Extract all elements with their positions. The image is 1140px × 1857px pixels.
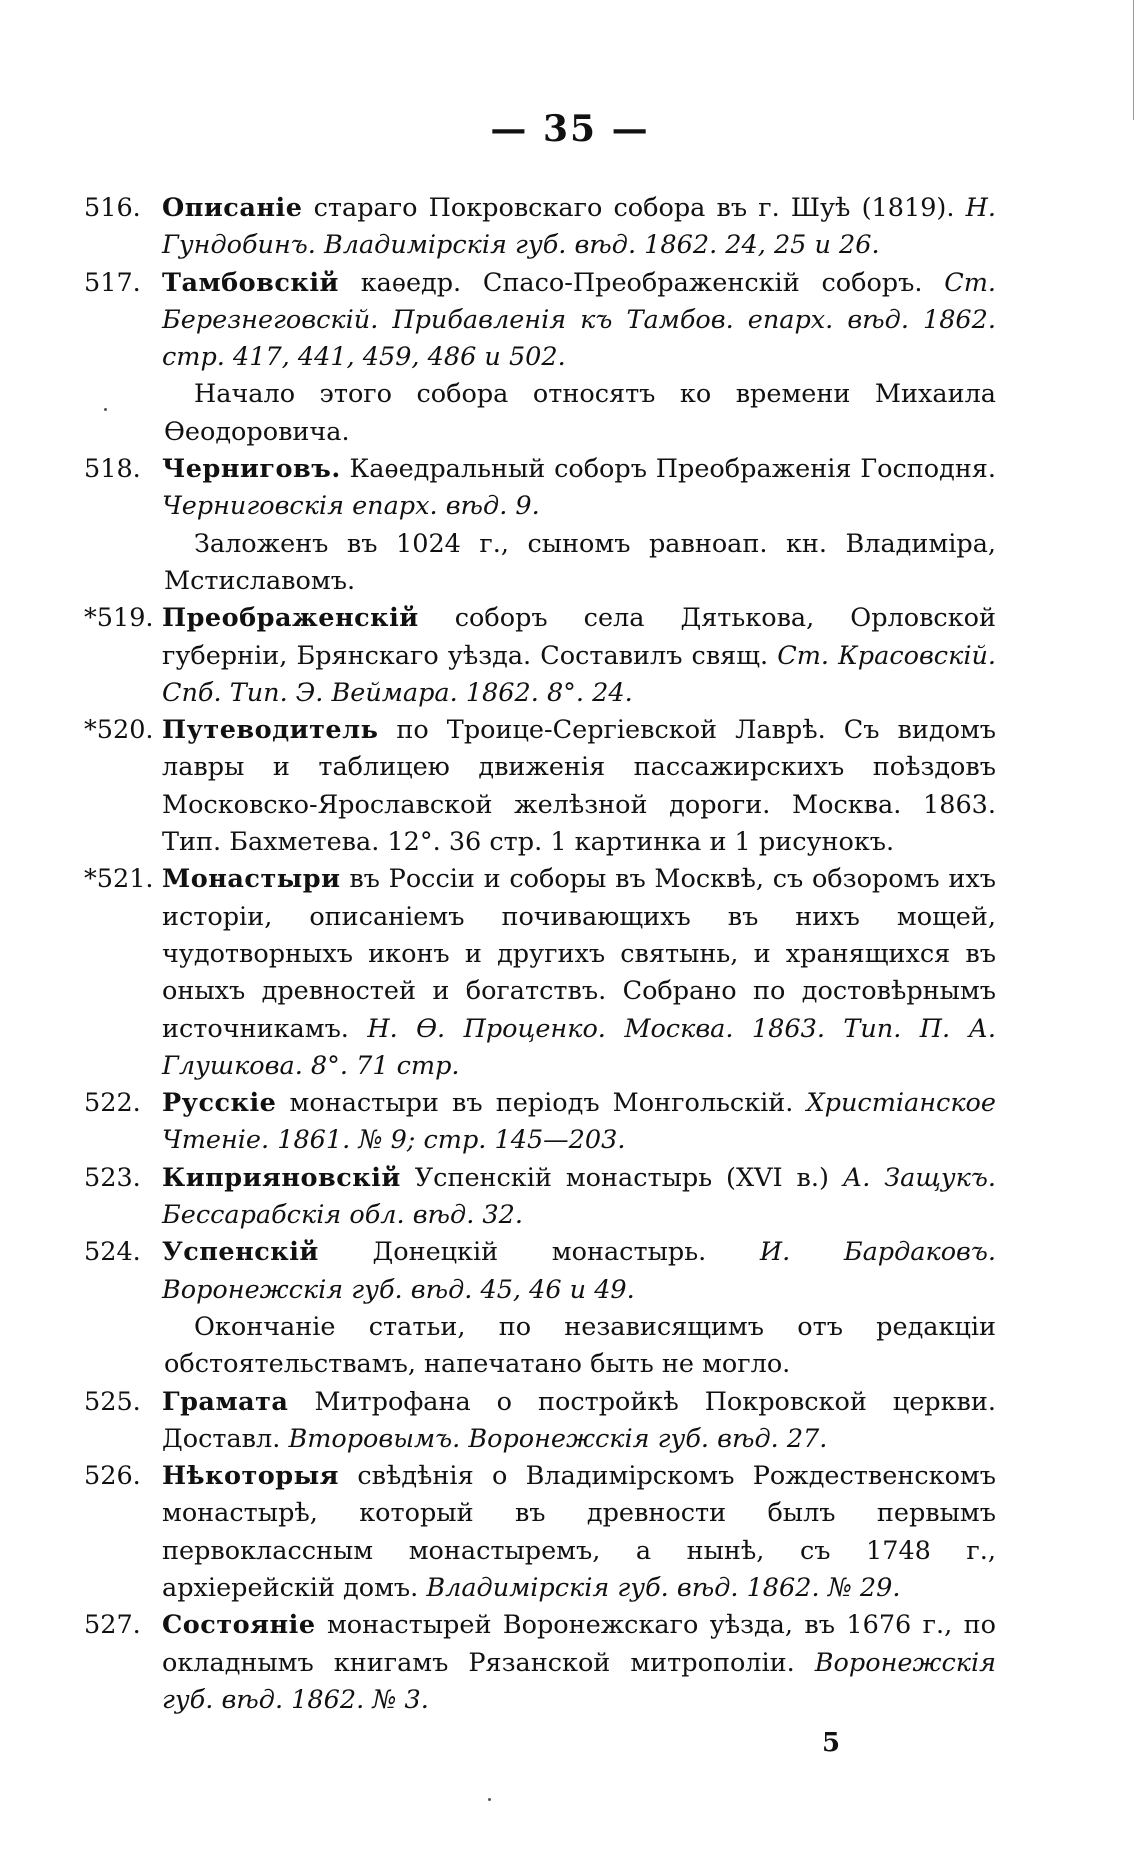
bibliography-list — [84, 190, 996, 1719]
printer-signature: 5 — [822, 1728, 841, 1758]
note-text: Окончаніе статьи, по независящимъ отъ редакціи обстоятельствамъ, напечатано быть не могло. — [164, 1311, 996, 1380]
entry-number: *521. — [84, 864, 154, 895]
entry-number: *520. — [84, 715, 154, 746]
entry-number: 523. — [84, 1162, 141, 1193]
page-number: — 35 — — [490, 108, 650, 150]
entry-526 — [84, 1458, 996, 1607]
entry-source: Ст. Березнеговскій. Прибавленія къ Тамбов. епарх. вѣд. 1862. стр. 417, 441, 459, 486 и 502. — [162, 267, 997, 373]
entry-heading: Грамата — [162, 1386, 289, 1417]
entry-number: 518. — [84, 454, 141, 485]
entry-source: Н. Ѳ. Проценко. Москва. 1863. Тип. П. А. Глушкова. 8°. 71 стр. — [162, 1013, 996, 1081]
entry-source: А. Защукъ. Бессарабскія обл. вѣд. 32. — [162, 1162, 996, 1231]
entry-text: каѳедр. Спасо-Преображенскій соборъ. — [360, 267, 923, 298]
entry-text: стараго Покровскаго собора въ г. Шуѣ (1819). — [313, 193, 955, 223]
entry-heading: Состояніе — [162, 1610, 316, 1641]
entry-heading: Киприяновскій — [162, 1162, 401, 1193]
entry-heading: Русскіе — [162, 1088, 277, 1119]
entry-text: соборъ села Дятькова, Орловской губерніи, Брянскаго уѣзда. Составилъ свящ. — [162, 603, 996, 671]
entry-source: Христіанское Чтеніе. 1861. № 9; стр. 145—203. — [162, 1088, 997, 1156]
entry-number: 525. — [84, 1386, 141, 1417]
entry-note — [84, 376, 996, 451]
entry-text: Донецкій монастырь. — [372, 1237, 707, 1268]
entry-518 — [84, 451, 996, 526]
entry-519 — [84, 600, 996, 712]
entry-number: 526. — [84, 1461, 141, 1492]
entry-number: 516. — [84, 193, 141, 223]
entry-527 — [84, 1607, 996, 1719]
entry-text: свѣдѣнія о Владимірскомъ Рождественскомъ монастырѣ, который въ древности былъ первымъ первоклассным монастыремъ, а нынѣ, съ 1748 г., архіерейскій домъ. — [162, 1461, 996, 1603]
entry-text: по Троице-Сергіевской Лаврѣ. Съ видомъ лавры и таблицею движенія пассажирскихъ поѣздовъ Московско-Ярославской желѣзной дороги. Москва. 1863. Тип. Бахметева. 12°. 36 стр. 1 картинка и 1 рисунокъ. — [162, 715, 997, 858]
entry-521 — [84, 861, 996, 1085]
entry-number: *519. — [84, 603, 154, 634]
entry-text: въ Россіи и соборы въ Москвѣ, съ обзоромъ ихъ исторіи, описаніемъ почивающихъ въ нихъ мощей, чудотворныхъ иконъ и другихъ святынь, и хранящихся въ оныхъ древностей и богатствъ. Собрано по достовѣрнымъ источникамъ. — [162, 864, 997, 1044]
entry-number: 517. — [84, 267, 141, 298]
entry-source: Второвымъ. Воронежскія губ. вѣд. 27. — [288, 1423, 828, 1454]
entry-note — [84, 1309, 996, 1384]
entry-text: Успенскій монастырь (XVI в.) — [414, 1162, 829, 1193]
speck — [488, 1798, 491, 1801]
entry-source: Черниговскія епарх. вѣд. 9. — [162, 491, 540, 522]
speck — [104, 408, 107, 411]
entry-517 — [84, 265, 996, 377]
entry-text: Каѳедральный соборъ Преображенія Господня. — [349, 454, 997, 485]
entry-523 — [84, 1160, 996, 1235]
entry-522 — [84, 1085, 996, 1160]
entry-525 — [84, 1384, 996, 1459]
entry-heading: Успенскій — [162, 1237, 319, 1268]
entry-number: 522. — [84, 1088, 141, 1119]
entry-source: Воронежскія губ. вѣд. 1862. № 3. — [162, 1647, 996, 1715]
entry-source: Ст. Красовскій. Спб. Тип. Э. Веймара. 1862. 8°. 24. — [162, 640, 997, 708]
entry-heading: Путеводитель — [162, 715, 379, 746]
note-text: Начало этого собора относятъ ко времени Михаила Ѳеодоровича. — [164, 379, 996, 447]
entry-text: монастыри въ періодъ Монгольскій. — [289, 1088, 794, 1119]
note-text: Заложенъ въ 1024 г., сыномъ равноап. кн. Владиміра, Мстиславомъ. — [164, 528, 996, 596]
entry-heading: Монастыри — [162, 864, 341, 895]
entry-note — [84, 526, 996, 601]
page-edge-mark — [1133, 0, 1134, 120]
entry-text: Митрофана о постройкѣ Покровской церкви. Доставл. — [162, 1386, 996, 1454]
entry-text: монастырей Воронежскаго уѣзда, въ 1676 г., по окладнымъ книгамъ Рязанской митрополіи. — [162, 1610, 996, 1678]
entry-number: 527. — [84, 1610, 141, 1641]
entry-number: 524. — [84, 1237, 141, 1268]
entry-520 — [84, 712, 996, 861]
entry-source: Н. Гундобинъ. Владимірскія губ. вѣд. 1862. 24, 25 и 26. — [162, 193, 997, 261]
entry-source: Владимірскія губ. вѣд. 1862. № 29. — [426, 1572, 901, 1603]
entry-524 — [84, 1234, 996, 1309]
entry-heading: Нѣкоторыя — [162, 1461, 339, 1492]
entry-heading: Преображенскій — [162, 603, 419, 634]
entry-source: И. Бардаковъ. Воронежскія губ. вѣд. 45, 46 и 49. — [162, 1237, 996, 1305]
entry-516 — [84, 190, 996, 265]
entry-heading: Черниговъ. — [162, 454, 341, 485]
entry-heading: Описаніе — [162, 193, 303, 223]
entry-heading: Тамбовскій — [162, 267, 339, 298]
